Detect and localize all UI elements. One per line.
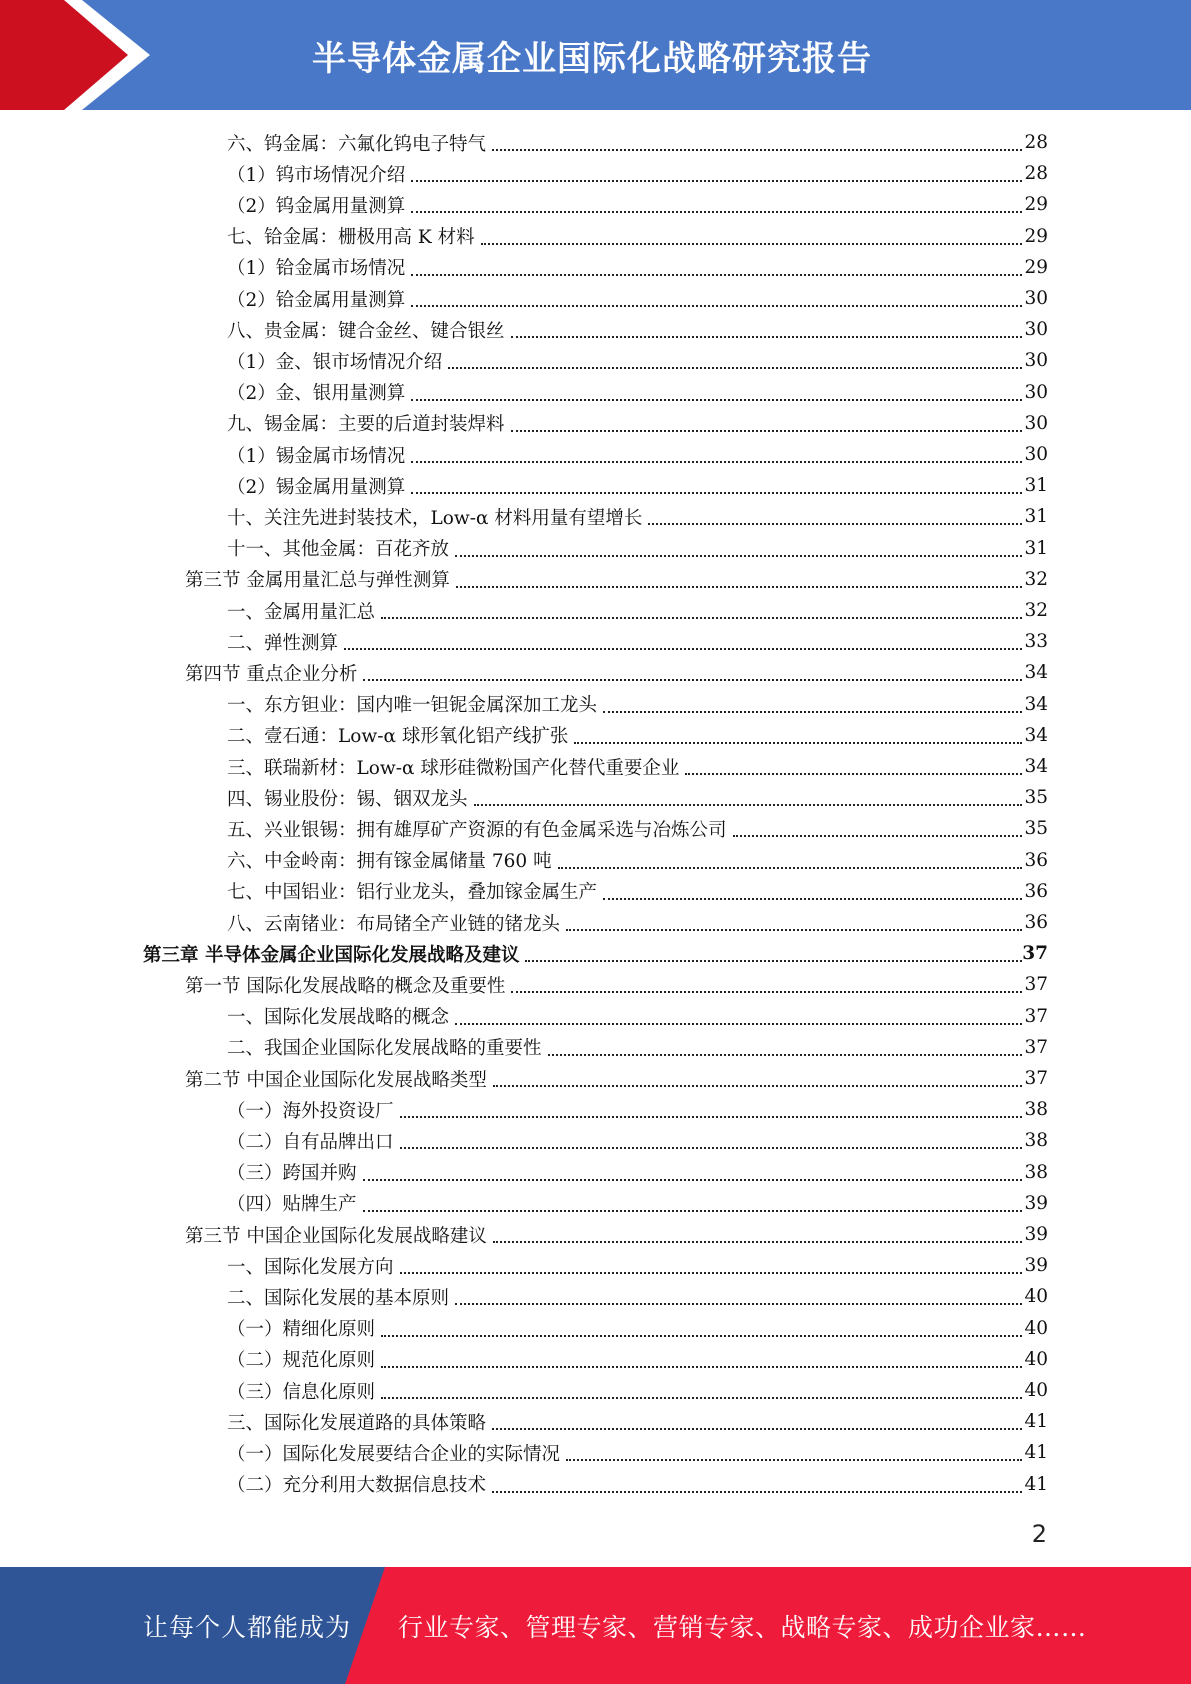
page-footer bbox=[0, 1567, 1191, 1684]
toc-leader-dots bbox=[411, 304, 1022, 307]
toc-entry-title: 三、联瑞新材：Low-α 球形硅微粉国产化替代重要企业 bbox=[227, 757, 680, 779]
toc-entry-title: 一、国际化发展方向 bbox=[227, 1256, 394, 1278]
toc-entry-title: （二）充分利用大数据信息技术 bbox=[227, 1475, 487, 1497]
toc-entry-page: 36 bbox=[1024, 912, 1048, 933]
toc-leader-dots bbox=[525, 959, 1022, 962]
page-number: 2 bbox=[1031, 1520, 1047, 1548]
toc-leader-dots bbox=[344, 647, 1022, 650]
toc-entry[interactable] bbox=[0, 782, 1191, 813]
toc-entry[interactable] bbox=[0, 564, 1191, 595]
toc-entry[interactable] bbox=[0, 1250, 1191, 1281]
toc-entry-page: 38 bbox=[1024, 1130, 1048, 1152]
toc-leader-dots bbox=[574, 741, 1022, 744]
toc-entry[interactable] bbox=[0, 1063, 1191, 1094]
toc-entry-title: 第三节 中国企业国际化发展战略建议 bbox=[185, 1225, 487, 1247]
toc-entry-title: 八、云南锗业：布局锗全产业链的锗龙头 bbox=[227, 913, 561, 935]
toc-entry-title: （三）跨国并购 bbox=[227, 1163, 357, 1185]
toc-entry-page: 34 bbox=[1024, 662, 1048, 684]
toc-leader-dots bbox=[548, 1053, 1022, 1056]
toc-entry-page: 29 bbox=[1024, 256, 1048, 278]
toc-entry-page: 32 bbox=[1024, 568, 1048, 590]
toc-entry-title: （一）国际化发展要结合企业的实际情况 bbox=[227, 1443, 561, 1465]
toc-entry[interactable] bbox=[0, 907, 1191, 938]
toc-leader-dots bbox=[381, 1334, 1022, 1337]
footer-slogan-right: 行业专家、管理专家、营销专家、战略专家、成功企业家…… bbox=[398, 1612, 1087, 1642]
toc-leader-dots bbox=[363, 1209, 1022, 1212]
toc-entry-page: 39 bbox=[1024, 1255, 1048, 1277]
toc-entry-title: （二）规范化原则 bbox=[227, 1350, 376, 1372]
toc-entry[interactable] bbox=[0, 314, 1191, 345]
toc-entry[interactable] bbox=[0, 1032, 1191, 1063]
toc-entry[interactable] bbox=[0, 689, 1191, 720]
toc-entry-title: （三）信息化原则 bbox=[227, 1381, 376, 1403]
toc-entry-title: 第三章 半导体金属企业国际化发展战略及建议 bbox=[143, 944, 520, 966]
toc-entry-page: 40 bbox=[1024, 1286, 1048, 1308]
toc-entry-page: 30 bbox=[1024, 288, 1048, 309]
toc-entry[interactable] bbox=[0, 501, 1191, 532]
toc-entry[interactable] bbox=[0, 1344, 1191, 1375]
page-header bbox=[0, 0, 1191, 110]
toc-entry-title: （2）金、银用量测算 bbox=[227, 383, 406, 405]
toc-entry-page: 30 bbox=[1024, 350, 1048, 372]
toc-entry-title: 六、钨金属：六氟化钨电子特气 bbox=[227, 133, 487, 155]
toc-entry-title: 二、国际化发展的基本原则 bbox=[227, 1287, 450, 1309]
toc-entry-page: 35 bbox=[1024, 787, 1048, 809]
toc-entry-page: 30 bbox=[1024, 319, 1048, 341]
toc-entry-title: （1）锡金属市场情况 bbox=[227, 445, 406, 467]
toc-entry[interactable] bbox=[0, 626, 1191, 657]
toc-leader-dots bbox=[455, 1022, 1022, 1025]
toc-entry-title: 六、中金岭南：拥有镓金属储量 760 吨 bbox=[227, 851, 552, 873]
toc-entry-page: 40 bbox=[1024, 1317, 1048, 1339]
toc-leader-dots bbox=[566, 1458, 1022, 1461]
toc-entry-page: 30 bbox=[1024, 412, 1048, 434]
toc-entry-page: 31 bbox=[1024, 537, 1048, 559]
toc-entry-page: 34 bbox=[1024, 693, 1048, 715]
toc-entry-page: 40 bbox=[1024, 1348, 1048, 1370]
toc-entry-title: （一）海外投资设厂 bbox=[227, 1100, 394, 1122]
toc-entry-title: （二）自有品牌出口 bbox=[227, 1131, 394, 1153]
toc-entry-page: 30 bbox=[1024, 444, 1048, 465]
toc-entry-page: 41 bbox=[1024, 1442, 1048, 1464]
toc-leader-dots bbox=[400, 1115, 1022, 1118]
toc-entry[interactable] bbox=[0, 1406, 1191, 1437]
toc-leader-dots bbox=[733, 834, 1022, 837]
toc-entry-title: 第一节 国际化发展战略的概念及重要性 bbox=[185, 975, 506, 997]
toc-leader-dots bbox=[566, 928, 1022, 931]
toc-leader-dots bbox=[381, 616, 1022, 619]
toc-entry-page: 37 bbox=[1024, 1036, 1048, 1058]
toc-entry-title: （一）精细化原则 bbox=[227, 1319, 376, 1341]
toc-entry[interactable] bbox=[0, 533, 1191, 564]
toc-entry[interactable] bbox=[0, 751, 1191, 782]
toc-entry-page: 39 bbox=[1024, 1192, 1048, 1214]
toc-entry[interactable] bbox=[0, 1313, 1191, 1344]
toc-entry[interactable] bbox=[0, 1001, 1191, 1032]
toc-leader-dots bbox=[648, 522, 1022, 525]
toc-leader-dots bbox=[381, 1365, 1022, 1368]
toc-entry-page: 36 bbox=[1024, 880, 1048, 902]
toc-leader-dots bbox=[558, 866, 1022, 869]
toc-entry-page: 37 bbox=[1022, 943, 1048, 965]
toc-leader-dots bbox=[400, 1146, 1022, 1149]
toc-entry-title: 一、国际化发展战略的概念 bbox=[227, 1007, 450, 1029]
toc-entry-page: 31 bbox=[1024, 506, 1048, 528]
toc-leader-dots bbox=[685, 772, 1022, 775]
toc-entry-title: （2）锡金属用量测算 bbox=[227, 476, 406, 498]
toc-leader-dots bbox=[448, 366, 1022, 369]
toc-leader-dots bbox=[455, 1302, 1022, 1305]
toc-entry[interactable] bbox=[0, 813, 1191, 844]
footer-slogan-left: 让每个人都能成为 bbox=[143, 1612, 352, 1642]
toc-entry[interactable] bbox=[0, 876, 1191, 907]
toc-leader-dots bbox=[481, 242, 1022, 245]
toc-entry[interactable] bbox=[0, 657, 1191, 688]
toc-entry[interactable] bbox=[0, 1437, 1191, 1468]
document-title: 半导体金属企业国际化战略研究报告 bbox=[312, 38, 872, 79]
toc-entry-page: 32 bbox=[1024, 600, 1048, 621]
toc-entry-page: 37 bbox=[1024, 974, 1048, 996]
toc-entry-title: 一、金属用量汇总 bbox=[227, 601, 376, 623]
toc-entry-page: 38 bbox=[1024, 1099, 1048, 1121]
toc-entry[interactable] bbox=[0, 938, 1191, 969]
toc-entry-title: 七、铪金属：栅极用高 K 材料 bbox=[227, 227, 475, 249]
toc-entry-page: 41 bbox=[1024, 1473, 1048, 1495]
toc-entry-page: 37 bbox=[1024, 1005, 1048, 1027]
toc-leader-dots bbox=[363, 1178, 1022, 1181]
toc-leader-dots bbox=[455, 554, 1022, 557]
toc-entry-page: 37 bbox=[1024, 1068, 1048, 1089]
toc-entry[interactable] bbox=[0, 252, 1191, 283]
toc-entry-title: 九、锡金属：主要的后道封装焊料 bbox=[227, 414, 505, 436]
toc-leader-dots bbox=[411, 273, 1022, 276]
toc-entry-title: （2）钨金属用量测算 bbox=[227, 195, 406, 217]
toc-entry-title: （1）金、银市场情况介绍 bbox=[227, 351, 443, 373]
toc-entry[interactable] bbox=[0, 158, 1191, 189]
toc-leader-dots bbox=[411, 210, 1022, 213]
toc-entry-title: 十、关注先进封装技术，Low-α 材料用量有望增长 bbox=[227, 507, 643, 529]
toc-entry-page: 34 bbox=[1024, 756, 1048, 777]
toc-entry-title: 第四节 重点企业分析 bbox=[185, 663, 358, 685]
toc-leader-dots bbox=[411, 460, 1022, 463]
toc-leader-dots bbox=[511, 429, 1022, 432]
toc-entry-title: 七、中国铝业：铝行业龙头，叠加镓金属生产 bbox=[227, 882, 598, 904]
toc-leader-dots bbox=[400, 1271, 1022, 1274]
toc-entry-title: 二、我国企业国际化发展战略的重要性 bbox=[227, 1038, 542, 1060]
toc-entry-page: 30 bbox=[1024, 381, 1048, 403]
toc-entry-page: 34 bbox=[1024, 724, 1048, 746]
header-red-arrow bbox=[0, 0, 150, 110]
toc-entry-page: 40 bbox=[1024, 1380, 1048, 1401]
toc-entry-page: 29 bbox=[1024, 225, 1048, 247]
toc-entry-title: （四）贴牌生产 bbox=[227, 1194, 357, 1216]
toc-leader-dots bbox=[493, 1240, 1022, 1243]
toc-leader-dots bbox=[381, 1396, 1022, 1399]
toc-leader-dots bbox=[411, 491, 1022, 494]
toc-entry-title: 二、壹石通：Low-α 球形氧化铝产线扩张 bbox=[227, 726, 569, 748]
toc-entry[interactable] bbox=[0, 1157, 1191, 1188]
toc-entry-title: 四、锡业股份：锡、铟双龙头 bbox=[227, 788, 468, 810]
toc-entry[interactable] bbox=[0, 1125, 1191, 1156]
toc-entry-page: 39 bbox=[1024, 1224, 1048, 1245]
toc-entry-title: 第三节 金属用量汇总与弹性测算 bbox=[185, 570, 450, 592]
toc-leader-dots bbox=[411, 398, 1022, 401]
toc-entry[interactable] bbox=[0, 595, 1191, 626]
toc-entry-title: 三、国际化发展道路的具体策略 bbox=[227, 1412, 487, 1434]
toc-entry[interactable] bbox=[0, 439, 1191, 470]
toc-leader-dots bbox=[493, 1084, 1022, 1087]
toc-leader-dots bbox=[511, 990, 1022, 993]
toc-entry-page: 29 bbox=[1024, 194, 1048, 216]
toc-leader-dots bbox=[492, 1490, 1022, 1493]
toc-entry-page: 35 bbox=[1024, 818, 1048, 840]
toc-leader-dots bbox=[603, 710, 1022, 713]
toc-leader-dots bbox=[363, 678, 1022, 681]
toc-entry-title: 八、贵金属：键合金丝、键合银丝 bbox=[227, 320, 505, 342]
toc-entry-page: 33 bbox=[1024, 631, 1048, 653]
toc-entry-title: （1）铪金属市场情况 bbox=[227, 258, 406, 280]
toc-leader-dots bbox=[411, 179, 1022, 182]
toc-entry[interactable] bbox=[0, 1188, 1191, 1219]
toc-entry-page: 41 bbox=[1024, 1411, 1048, 1433]
toc-entry-title: 一、东方钽业：国内唯一钽铌金属深加工龙头 bbox=[227, 695, 598, 717]
toc-entry[interactable] bbox=[0, 221, 1191, 252]
toc-entry[interactable] bbox=[0, 127, 1191, 158]
toc-entry[interactable] bbox=[0, 470, 1191, 501]
toc-entry-page: 28 bbox=[1024, 132, 1048, 153]
toc-entry[interactable] bbox=[0, 1281, 1191, 1312]
toc-entry[interactable] bbox=[0, 283, 1191, 314]
toc-entry-page: 28 bbox=[1024, 163, 1048, 185]
toc-leader-dots bbox=[492, 148, 1022, 151]
toc-entry-page: 31 bbox=[1024, 475, 1048, 497]
toc-entry[interactable] bbox=[0, 1469, 1191, 1500]
toc-entry[interactable] bbox=[0, 189, 1191, 220]
toc-entry-title: 十一、其他金属：百花齐放 bbox=[227, 539, 450, 561]
toc-entry-page: 36 bbox=[1024, 849, 1048, 871]
toc-leader-dots bbox=[511, 335, 1022, 338]
toc-entry[interactable] bbox=[0, 845, 1191, 876]
toc-entry[interactable] bbox=[0, 377, 1191, 408]
toc-leader-dots bbox=[456, 585, 1022, 588]
toc-entry[interactable] bbox=[0, 1375, 1191, 1406]
toc-leader-dots bbox=[492, 1427, 1022, 1430]
toc-entry-title: （2）铪金属用量测算 bbox=[227, 289, 406, 311]
toc-entry[interactable] bbox=[0, 720, 1191, 751]
toc-entry[interactable] bbox=[0, 408, 1191, 439]
toc-leader-dots bbox=[603, 897, 1022, 900]
toc-entry[interactable] bbox=[0, 1094, 1191, 1125]
toc-leader-dots bbox=[474, 803, 1022, 806]
toc-entry[interactable] bbox=[0, 1219, 1191, 1250]
toc-entry-title: 五、兴业银锡：拥有雄厚矿产资源的有色金属采选与冶炼公司 bbox=[227, 819, 727, 841]
toc-entry[interactable] bbox=[0, 969, 1191, 1000]
toc-entry[interactable] bbox=[0, 345, 1191, 376]
toc-entry-page: 38 bbox=[1024, 1161, 1048, 1183]
toc-entry-title: 第二节 中国企业国际化发展战略类型 bbox=[185, 1069, 487, 1091]
toc-entry-title: （1）钨市场情况介绍 bbox=[227, 164, 406, 186]
toc-entry-title: 二、弹性测算 bbox=[227, 632, 339, 654]
